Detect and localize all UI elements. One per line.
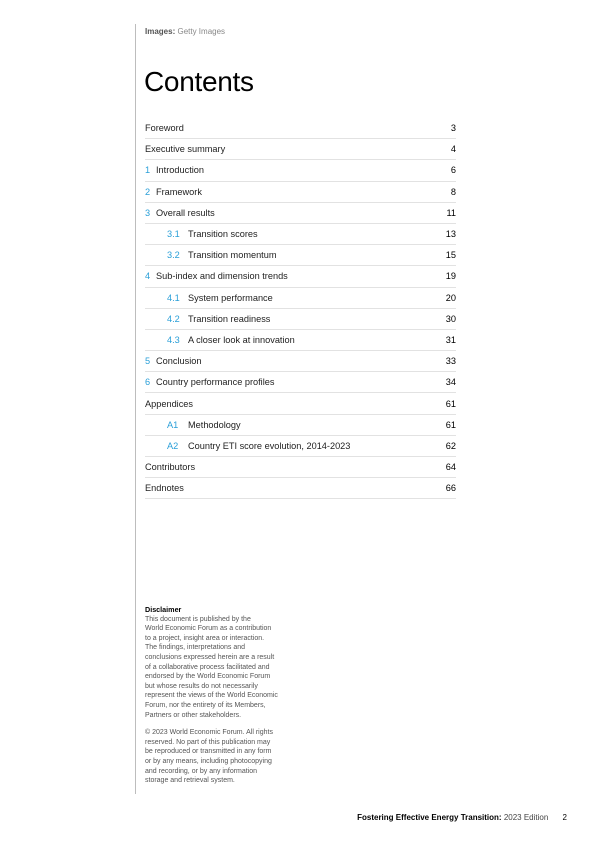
toc-entry[interactable] xyxy=(145,203,456,224)
toc-entry[interactable] xyxy=(145,309,456,330)
toc-entry-label: Transition readiness xyxy=(188,313,271,324)
disclaimer-line: World Economic Forum as a contribution xyxy=(145,625,272,633)
toc-entry-page: 4 xyxy=(450,144,456,155)
disclaimer-line: or by any means, including photocopying xyxy=(145,757,272,765)
toc-entry-page: 34 xyxy=(445,377,456,388)
toc-entry[interactable] xyxy=(145,160,456,181)
toc-entry-label: Country performance profiles xyxy=(156,377,275,388)
toc-entry-label: A closer look at innovation xyxy=(188,334,295,345)
toc-entry-page: 61 xyxy=(445,398,456,409)
toc-entry-page: 11 xyxy=(446,207,456,218)
toc-entry[interactable] xyxy=(145,118,456,139)
copyright-paragraph xyxy=(145,728,295,786)
toc-entry-label: Country ETI score evolution, 2014-2023 xyxy=(188,440,351,451)
toc-entry[interactable] xyxy=(145,478,456,499)
toc-entry-label: Overall results xyxy=(156,207,215,218)
disclaimer-line: but whose results do not necessarily xyxy=(145,682,258,690)
toc-entry-page: 64 xyxy=(445,462,456,473)
disclaimer-line: to a project, insight area or interaction. xyxy=(145,634,265,642)
toc-entry-number: 6 xyxy=(145,377,151,388)
disclaimer-line: The findings, interpretations and xyxy=(145,644,246,652)
toc-entry[interactable] xyxy=(145,415,456,436)
disclaimer-heading: Disclaimer xyxy=(145,605,182,614)
toc-entry-label: Endnotes xyxy=(145,483,184,494)
disclaimer-line: © 2023 World Economic Forum. All rights xyxy=(145,729,273,737)
toc-entry-page: 19 xyxy=(445,271,456,282)
toc-entry-number: 4 xyxy=(145,271,151,282)
disclaimer-line: represent the views of the World Economic xyxy=(145,692,278,700)
toc-entry-label: System performance xyxy=(188,292,273,303)
toc-entry-label: Foreword xyxy=(145,123,184,134)
toc-entry-page: 13 xyxy=(445,229,456,240)
paragraph-gap xyxy=(145,720,295,728)
toc-entry-label: Appendices xyxy=(145,398,194,409)
toc-entry-page: 8 xyxy=(450,186,456,197)
toc-entry-page: 62 xyxy=(445,440,456,451)
toc-entry-page: 6 xyxy=(450,165,456,176)
toc-entry-number: 5 xyxy=(145,356,151,367)
toc-entry-number: 2 xyxy=(145,186,151,197)
toc-entry[interactable] xyxy=(145,436,456,457)
disclaimer-block xyxy=(145,605,295,786)
toc-entry-number: A2 xyxy=(167,440,179,451)
toc-entry[interactable] xyxy=(145,139,456,160)
footer-edition: 2023 Edition xyxy=(503,813,549,822)
image-credit-source: Getty Images xyxy=(177,27,226,36)
toc-entry[interactable] xyxy=(145,266,456,287)
disclaimer-line: conclusions expressed herein are a result xyxy=(145,653,275,661)
toc-entry[interactable] xyxy=(145,330,456,351)
toc-entry[interactable] xyxy=(145,224,456,245)
footer-report-title: Fostering Effective Energy Transition: xyxy=(357,813,502,822)
vertical-divider-rule xyxy=(135,24,136,794)
toc-entry[interactable] xyxy=(145,457,456,478)
toc-entry-number: 1 xyxy=(145,165,151,176)
toc-entry-number: A1 xyxy=(167,419,179,430)
toc-entry-label: Transition momentum xyxy=(188,250,277,261)
footer-page-number: 2 xyxy=(562,813,567,822)
toc-entry[interactable] xyxy=(145,351,456,372)
toc-entry-page: 66 xyxy=(445,483,456,494)
toc-entry[interactable] xyxy=(145,245,456,266)
toc-entry-page: 20 xyxy=(445,292,456,303)
toc-entry-page: 30 xyxy=(445,313,456,324)
toc-entry[interactable] xyxy=(145,288,456,309)
disclaimer-line: of a collaborative process facilitated and xyxy=(145,663,270,671)
disclaimer-paragraph xyxy=(145,615,295,721)
disclaimer-line: be reproduced or transmitted in any form xyxy=(145,748,272,756)
toc-entry[interactable] xyxy=(145,372,456,393)
toc-entry-label: Framework xyxy=(156,186,202,197)
disclaimer-line: Partners or other stakeholders. xyxy=(145,711,242,719)
toc-entry-number: 4.2 xyxy=(167,313,180,324)
page-title: Contents xyxy=(144,66,254,97)
toc-entry-label: Sub-index and dimension trends xyxy=(156,271,288,282)
disclaimer-line: reserved. No part of this publication may xyxy=(145,738,271,746)
toc-entry-number: 3 xyxy=(145,207,151,218)
toc-entry-label: Executive summary xyxy=(145,144,226,155)
toc-entry-label: Conclusion xyxy=(156,356,202,367)
toc-entry-label: Methodology xyxy=(188,419,241,430)
toc-entry[interactable] xyxy=(145,182,456,203)
toc-entry-label: Transition scores xyxy=(188,229,258,240)
toc-entry[interactable] xyxy=(145,393,456,414)
toc-entry-number: 3.2 xyxy=(167,250,180,261)
toc-entry-page: 33 xyxy=(445,356,456,367)
image-credit xyxy=(145,27,225,36)
image-credit-label: Images: xyxy=(145,27,176,36)
toc-entry-label: Introduction xyxy=(156,165,205,176)
toc-entry-label: Contributors xyxy=(145,462,196,473)
toc-entry-page: 31 xyxy=(445,334,456,345)
disclaimer-line: storage and retrieval system. xyxy=(145,777,235,785)
toc-entry-number: 4.3 xyxy=(167,334,180,345)
disclaimer-line: and recording, or by any information xyxy=(145,767,258,775)
disclaimer-line: Forum, nor the entirety of its Members, xyxy=(145,701,266,709)
toc-entry-page: 61 xyxy=(445,419,456,430)
toc-entry-page: 3 xyxy=(450,123,456,134)
toc-entry-number: 3.1 xyxy=(167,229,180,240)
page-footer xyxy=(357,813,567,822)
disclaimer-line: endorsed by the World Economic Forum xyxy=(145,673,271,681)
disclaimer-line: This document is published by the xyxy=(145,615,251,623)
toc-entry-number: 4.1 xyxy=(167,292,180,303)
table-of-contents xyxy=(145,118,456,499)
toc-entry-page: 15 xyxy=(445,250,456,261)
